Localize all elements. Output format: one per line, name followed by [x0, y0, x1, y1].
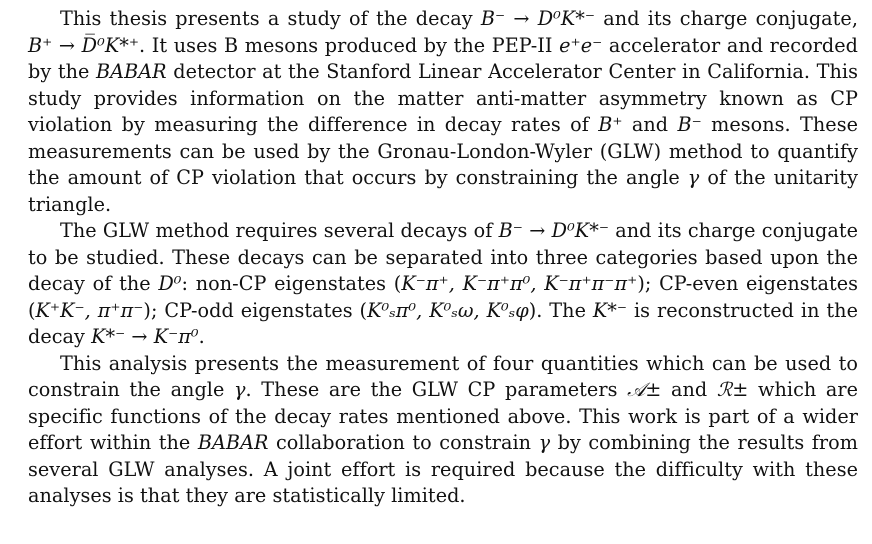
text-run: detector at the Stanford Linear Accelerator Center in California. This study provides information on the matter anti-matter asymmetry known as CP violation by measuring the difference in decay rates of — [28, 60, 858, 136]
math-expression: K⁻π⁺, K⁻π⁺π⁰, K⁻π⁺π⁻π⁺ — [401, 272, 638, 295]
math-expression: ℛ± — [716, 378, 749, 401]
math-expression: K*⁻ → K⁻π⁰ — [91, 325, 199, 348]
text-run: ). The — [528, 298, 593, 322]
text-run: ); CP-odd eigenstates ( — [143, 298, 368, 322]
math-expression: B⁻ → D⁰K*⁻ — [498, 219, 610, 242]
math-expression: 𝒜± — [627, 378, 662, 401]
text-run: . It uses B mesons produced by the PEP-II — [139, 33, 560, 57]
math-expression: K⁺K⁻, π⁺π⁻ — [35, 298, 144, 322]
text-run: This analysis presents the measurement of four quantities which can be used to constrain the angle — [28, 351, 858, 401]
text-run: collaboration to constrain — [268, 431, 539, 454]
math-expression: γ — [538, 431, 551, 454]
text-run: ); CP-even eigenstates ( — [28, 272, 859, 322]
thesis-abstract — [28, 6, 858, 510]
text-run: is reconstructed in the decay — [28, 298, 858, 348]
text-run: of the unitarity triangle. — [28, 166, 858, 216]
math-expression: B⁺ — [598, 113, 623, 136]
text-run: and — [661, 378, 717, 401]
text-run: The GLW method requires several decays of — [60, 219, 499, 242]
math-expression: K⁰ₛπ⁰, K⁰ₛω, K⁰ₛφ — [367, 298, 529, 322]
math-expression: γ — [687, 166, 700, 189]
math-expression: K*⁻ — [592, 298, 628, 322]
paragraph-1 — [28, 6, 858, 218]
math-expression: B⁺ → D̅⁰K*⁺ — [28, 33, 140, 57]
text-run: mesons. These measurements can be used by the Gronau-London-Wyler (GLW) method to quantify the amount of CP violation that occurs by constraining the angle — [28, 113, 858, 189]
math-expression: D⁰ — [158, 272, 182, 295]
math-expression: γ — [234, 378, 246, 401]
math-expression: B⁻ → D⁰K*⁻ — [480, 7, 596, 30]
math-expression: e⁺e⁻ — [559, 33, 603, 57]
text-run: and its charge conjugate, — [595, 7, 858, 30]
text-run: and — [622, 113, 678, 136]
text-run: This thesis presents a study of the decay — [60, 7, 481, 30]
paragraph-3 — [28, 351, 858, 510]
text-run: . These are the GLW CP parameters — [245, 378, 628, 401]
babar-logotype: BABAR — [96, 60, 167, 83]
text-run: . — [198, 325, 205, 348]
text-run: : non-CP eigenstates ( — [181, 272, 402, 295]
math-expression: B⁻ — [677, 113, 702, 136]
text-run: by combining the results from several GLW analyses. A joint effort is required because the difficulty with these analyses is that they are statistically limited. — [28, 431, 858, 507]
paragraph-2 — [28, 218, 858, 351]
babar-logotype: BABAR — [197, 431, 269, 454]
text-run: and its charge conjugate to be studied. These decays can be separated into three categories based upon the decay of the — [28, 219, 858, 295]
text-run: which are specific functions of the decay rates mentioned above. This work is part of a wider effort within the — [28, 378, 859, 454]
text-run: accelerator and recorded by the — [28, 33, 858, 83]
